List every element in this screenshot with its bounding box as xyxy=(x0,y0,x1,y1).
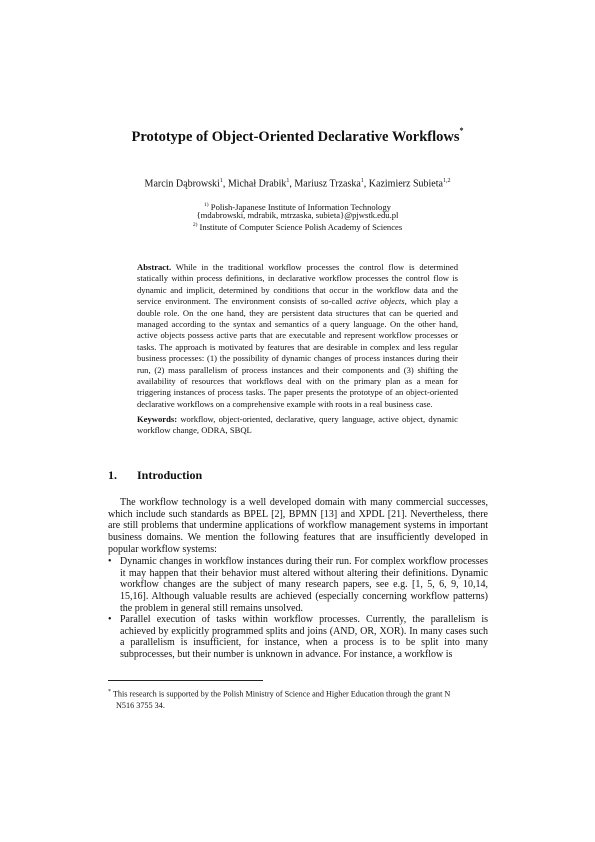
bullet-icon: • xyxy=(108,614,112,625)
author-emails: {mdabrowski, mdrabik, mtrzaska, subieta}@pjwstk.edu.pl xyxy=(196,210,399,220)
affiliation-mark: 1) xyxy=(204,202,209,208)
affiliation-text: Polish-Japanese Institute of Information Technology xyxy=(208,201,391,212)
affiliation-text: Institute of Computer Science Polish Academy of Sciences xyxy=(197,221,403,232)
title-text: Prototype of Object-Oriented Declarative Workflows xyxy=(131,128,460,145)
affiliation-mark: 2) xyxy=(192,222,198,228)
footnote-line xyxy=(108,687,488,700)
abstract xyxy=(137,262,458,410)
author-separator: , xyxy=(289,178,295,190)
list-item-text: Parallel execution of tasks within workflow processes. Currently, the parallelism is achieved by explicitly programmed splits and joins (AND, OR, XOR). In many cases such a parallelism is insufficient, for instance, when a process is to be split into many subprocesses, but their number is unknown in advance. For instance, a workflow is xyxy=(120,614,488,661)
author-affiliation-mark: 1 xyxy=(360,178,364,184)
footnote-divider xyxy=(108,680,263,681)
paper-title xyxy=(0,128,595,146)
section-number: 1. xyxy=(108,468,117,482)
keywords xyxy=(137,414,458,437)
author-name: Mariusz Trzaska xyxy=(294,178,361,190)
abstract-label: Abstract. xyxy=(137,262,172,272)
author-separator: , xyxy=(363,178,369,190)
section-title: Introduction xyxy=(137,468,203,482)
footnote-text: This research is supported by the Polish Ministry of Science and Higher Education through the grant N xyxy=(111,689,451,699)
abstract-text: While in the traditional workflow processes the control flow is determined statically within process definitions, in declarative workflow processes the control flow is dynamic and implicit, determined by conditions that occur in the workflow data and the service environment. The environment consists of so-called xyxy=(137,262,458,307)
section-heading xyxy=(108,468,202,483)
intro-paragraph: The workflow technology is a well developed domain with many commercial successes, which include such standards as BPEL [2], BPMN [13] and XPDL [21]. Nevertheless, there are still problems that undermine applications of workflow management systems in important business domains. We mention the following features that are insufficiently developed in popular workflow systems: xyxy=(108,497,488,555)
list-item-text: Dynamic changes in workflow instances during their run. For complex workflow processes it may happen that their behavior must altered without altering their definitions. Dynamic workflow changes are the subject of many research papers, see e.g. [1, 5, 6, 9, 10,14, 15,16]. Although valuable results are achieved (especially concerning workflow patterns) the problem in general still remains unsolved. xyxy=(120,556,488,614)
author-name: Kazimierz Subieta xyxy=(368,178,443,190)
author-name: Marcin Dąbrowski xyxy=(144,178,220,190)
author-affiliation-mark: 1 xyxy=(219,178,223,184)
list-item xyxy=(108,556,488,615)
abstract-text-continued: , which play a double role. On the one hand, they are persistent data structures that can be queried and managed according to the syntax and semantics of a query language. On the other hand, active objects possess active parts that are executable and represent workflow processes or tasks. The approach is motivated by features that are desirable in complex and less regular business processes: (1) the possibility of dynamic changes of process instances during their run, (2) mass parallelism of process instances and their components and (3) shifting the availability of resources that workflows deal with on the primary plan as a mean for triggering instances of process tasks. The paper presents the prototype of an object-oriented declarative workflows on a comprehensive example with roots in a real business case. xyxy=(137,296,458,409)
bullet-icon: • xyxy=(108,556,112,567)
footnote-continuation: N516 3755 34. xyxy=(116,700,165,710)
author-separator: , xyxy=(222,178,228,190)
title-footnote-mark: * xyxy=(459,126,464,135)
abstract-emphasis: active objects xyxy=(355,296,405,307)
author-affiliation-mark: 1 xyxy=(286,178,290,184)
affiliation-2 xyxy=(0,220,595,232)
footnote xyxy=(108,687,488,711)
list-item xyxy=(108,614,488,661)
keywords-label: Keywords: xyxy=(137,414,178,424)
footnote-mark: * xyxy=(108,689,111,695)
author-list xyxy=(0,178,595,189)
keywords-text: workflow, object-oriented, declarative, query language, active object, dynamic workflow change, ODRA, SBQL xyxy=(137,414,458,436)
author-affiliation-mark: 1,2 xyxy=(442,178,451,184)
author-name: Michał Drabik xyxy=(227,178,287,190)
